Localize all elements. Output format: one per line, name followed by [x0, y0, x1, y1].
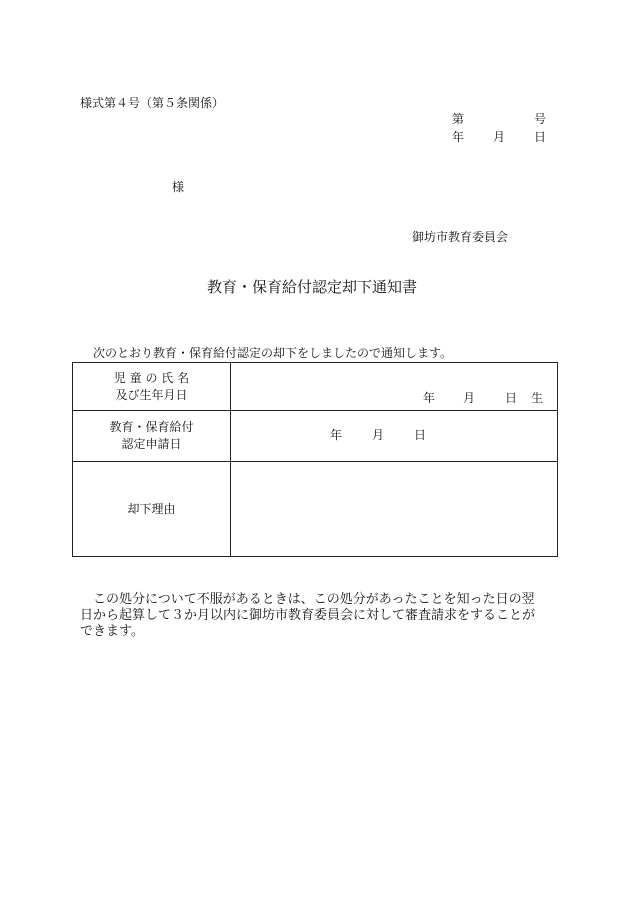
birthdate-line [423, 391, 543, 406]
application-month: 月 [372, 428, 385, 442]
appeal-notice-line2: 日から起算して３か月以内に御坊市教育委員会に対して審査請求をすることが [80, 608, 536, 623]
application-date-field[interactable] [231, 411, 558, 462]
birth-day: 日 [505, 391, 518, 405]
birth-month: 月 [463, 391, 476, 405]
form-number: 様式第４号（第５条関係） [80, 96, 225, 110]
issue-date-month: 月 [493, 130, 506, 144]
document-title: 教育・保育給付認定却下通知書 [207, 278, 418, 296]
rejection-reason-label: 却下理由 [127, 501, 176, 516]
details-table [72, 362, 558, 557]
application-day: 日 [414, 428, 427, 442]
application-date-line [330, 428, 426, 443]
application-label-line2: 認定申請日 [121, 437, 182, 451]
child-name-label-cell [73, 363, 231, 411]
issue-date-day: 日 [534, 130, 547, 144]
appeal-notice-line3: できます。 [80, 624, 144, 639]
birthdate-label: 及び生年月日 [115, 387, 188, 402]
document-number-prefix: 第 [452, 112, 465, 126]
table-row-reason [73, 462, 558, 557]
recipient-honorific: 様 [172, 180, 185, 194]
child-name-birthdate-field[interactable] [231, 363, 558, 411]
application-date-label-cell [73, 411, 231, 462]
appeal-notice [80, 592, 560, 640]
appeal-notice-line1: この処分について不服があるときは、この処分があったことを知った日の翌 [80, 592, 535, 607]
application-label-line1: 教育・保育給付 [109, 420, 194, 434]
table-row-child [73, 363, 558, 411]
child-name-label: 児 童 の 氏 名 [113, 370, 190, 385]
rejection-reason-field[interactable] [231, 462, 558, 557]
birth-year: 年 [423, 391, 436, 405]
rejection-reason-label-cell [73, 462, 231, 557]
issue-date-year: 年 [452, 130, 465, 144]
application-year: 年 [330, 428, 343, 442]
table-row-application [73, 411, 558, 462]
sender-name: 御坊市教育委員会 [412, 230, 509, 244]
birth-suffix: 生 [531, 391, 544, 405]
intro-text: 次のとおり教育・保育給付認定の却下をしましたので通知します。 [93, 346, 453, 360]
document-number-suffix: 号 [534, 112, 547, 126]
